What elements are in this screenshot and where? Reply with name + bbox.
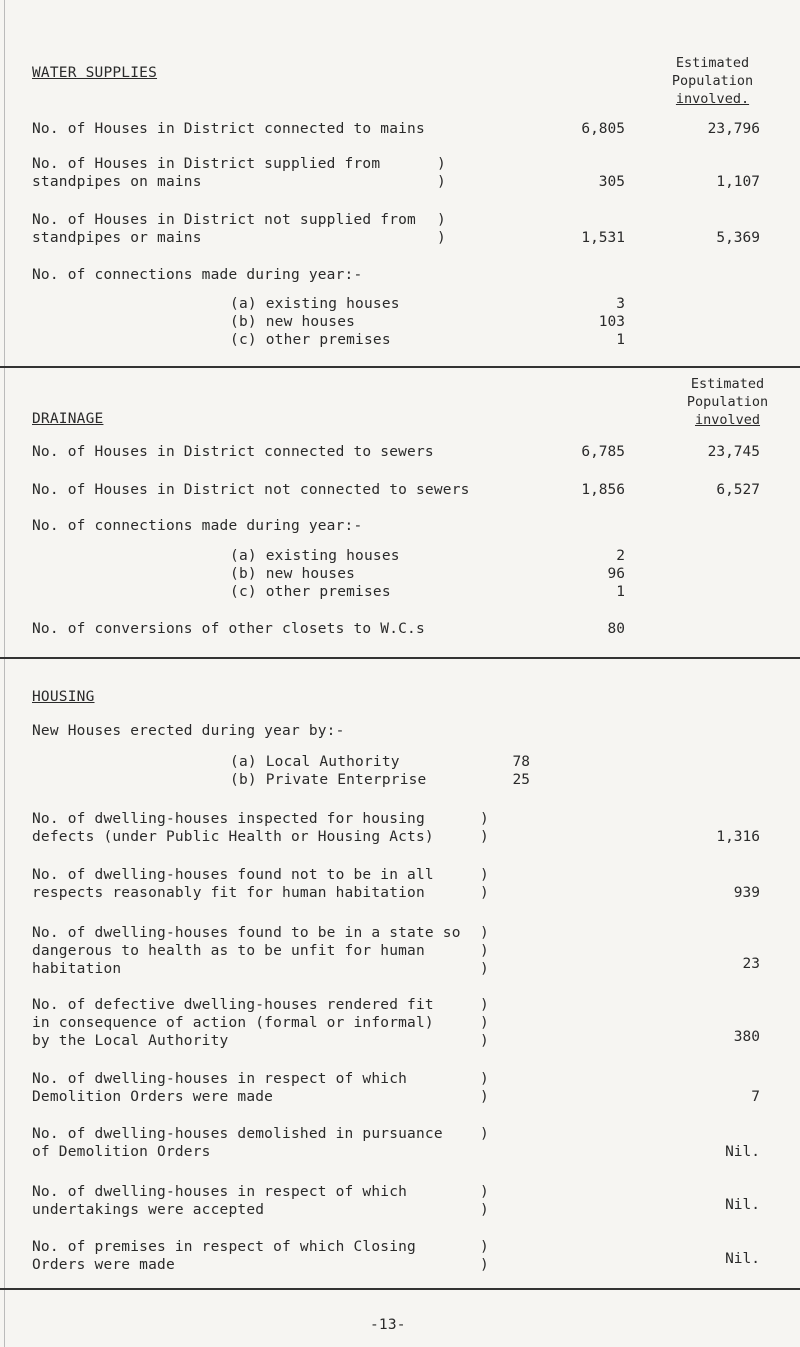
housing-item-3-line-2: dangerous to health as to be unfit for human	[32, 943, 425, 959]
water-row-1-pop: 23,796	[707, 121, 760, 137]
page-edge	[4, 0, 5, 1347]
housing-item-5-line-2: Demolition Orders were made	[32, 1089, 274, 1105]
drainage-connections-label: No. of connections made during year:-	[32, 518, 363, 534]
drainage-conversions-count: 80	[607, 621, 625, 637]
housing-item-7-line-1: No. of dwelling-houses in respect of which	[32, 1184, 408, 1200]
water-conn-c: (c) other premises	[230, 332, 391, 348]
water-conn-b: (b) new houses	[230, 314, 356, 330]
brace: )	[480, 1126, 489, 1142]
water-est-header-3: involved.	[675, 91, 750, 107]
housing-new-b-count: 25	[512, 772, 530, 788]
drainage-conn-b: (b) new houses	[230, 566, 356, 582]
water-conn-a: (a) existing houses	[230, 296, 400, 312]
housing-item-8-line-2: Orders were made	[32, 1257, 175, 1273]
section-divider	[0, 366, 800, 368]
brace: )	[480, 811, 489, 827]
water-est-header-2: Population	[671, 73, 754, 89]
water-row-3-pop: 5,369	[716, 230, 760, 246]
housing-item-5-line-1: No. of dwelling-houses in respect of which	[32, 1071, 408, 1087]
water-conn-a-count: 3	[616, 296, 625, 312]
water-connections-label: No. of connections made during year:-	[32, 267, 363, 283]
housing-new-b: (b) Private Enterprise	[230, 772, 427, 788]
water-row-2-label-2: standpipes on mains	[32, 174, 202, 190]
housing-item-7-line-2: undertakings were accepted	[32, 1202, 265, 1218]
housing-item-4-line-1: No. of defective dwelling-houses rendered fit	[32, 997, 434, 1013]
water-row-1-label: No. of Houses in District connected to mains	[32, 121, 425, 137]
housing-item-6-line-1: No. of dwelling-houses demolished in pursuance	[32, 1126, 443, 1142]
brace: )	[437, 212, 446, 228]
housing-new-houses-label: New Houses erected during year by:-	[32, 723, 345, 739]
housing-item-2-value: 939	[733, 885, 760, 901]
water-row-3-count: 1,531	[581, 230, 625, 246]
housing-item-3-value: 23	[742, 956, 760, 972]
drainage-row-2-count: 1,856	[581, 482, 625, 498]
drainage-heading: DRAINAGE	[32, 411, 104, 427]
drainage-row-1-count: 6,785	[581, 444, 625, 460]
drainage-est-header-2: Population	[686, 394, 769, 410]
housing-item-4-line-2: in consequence of action (formal or informal)	[32, 1015, 434, 1031]
water-row-2-count: 305	[598, 174, 625, 190]
brace: )	[480, 925, 489, 941]
housing-new-a-count: 78	[512, 754, 530, 770]
water-row-2-pop: 1,107	[716, 174, 760, 190]
water-conn-c-count: 1	[616, 332, 625, 348]
brace: )	[480, 1033, 489, 1049]
housing-item-3-line-1: No. of dwelling-houses found to be in a state so	[32, 925, 461, 941]
water-row-2-label-1: No. of Houses in District supplied from	[32, 156, 381, 172]
housing-item-2-line-1: No. of dwelling-houses found not to be in all	[32, 867, 434, 883]
housing-heading: HOUSING	[32, 689, 95, 705]
housing-item-4-value: 380	[733, 1029, 760, 1045]
brace: )	[437, 156, 446, 172]
drainage-row-2-pop: 6,527	[716, 482, 760, 498]
drainage-conversions-label: No. of conversions of other closets to W.C.s	[32, 621, 425, 637]
drainage-conn-a-count: 2	[616, 548, 625, 564]
drainage-row-1-label: No. of Houses in District connected to sewers	[32, 444, 434, 460]
section-divider	[0, 657, 800, 659]
brace: )	[480, 885, 489, 901]
brace: )	[480, 1184, 489, 1200]
housing-item-6-value: Nil.	[725, 1144, 760, 1160]
water-row-1-count: 6,805	[581, 121, 625, 137]
housing-item-5-value: 7	[751, 1089, 760, 1105]
section-divider	[0, 1288, 800, 1290]
housing-new-a: (a) Local Authority	[230, 754, 400, 770]
drainage-row-2-label: No. of Houses in District not connected to sewers	[32, 482, 470, 498]
water-row-3-label-1: No. of Houses in District not supplied from	[32, 212, 416, 228]
water-est-header-1: Estimated	[675, 55, 750, 71]
drainage-conn-c-count: 1	[616, 584, 625, 600]
brace: )	[437, 174, 446, 190]
housing-item-8-value: Nil.	[725, 1251, 760, 1267]
housing-item-7-value: Nil.	[725, 1197, 760, 1213]
brace: )	[480, 1257, 489, 1273]
drainage-row-1-pop: 23,745	[707, 444, 760, 460]
brace: )	[480, 829, 489, 845]
brace: )	[480, 943, 489, 959]
brace: )	[480, 997, 489, 1013]
housing-item-1-value: 1,316	[716, 829, 760, 845]
water-heading: WATER SUPPLIES	[32, 65, 158, 81]
housing-item-8-line-1: No. of premises in respect of which Closing	[32, 1239, 416, 1255]
brace: )	[480, 1015, 489, 1031]
drainage-est-header-1: Estimated	[690, 376, 765, 392]
water-conn-b-count: 103	[598, 314, 625, 330]
drainage-conn-a: (a) existing houses	[230, 548, 400, 564]
brace: )	[480, 1202, 489, 1218]
water-row-3-label-2: standpipes or mains	[32, 230, 202, 246]
housing-item-2-line-2: respects reasonably fit for human habitation	[32, 885, 425, 901]
brace: )	[480, 1089, 489, 1105]
housing-item-4-line-3: by the Local Authority	[32, 1033, 229, 1049]
housing-item-1-line-2: defects (under Public Health or Housing Acts)	[32, 829, 434, 845]
brace: )	[480, 1071, 489, 1087]
brace: )	[480, 867, 489, 883]
brace: )	[480, 1239, 489, 1255]
page-number: -13-	[370, 1317, 406, 1333]
housing-item-3-line-3: habitation	[32, 961, 122, 977]
housing-item-1-line-1: No. of dwelling-houses inspected for housing	[32, 811, 425, 827]
housing-item-6-line-2: of Demolition Orders	[32, 1144, 211, 1160]
brace: )	[437, 230, 446, 246]
drainage-conn-b-count: 96	[607, 566, 625, 582]
drainage-est-header-3: involved	[694, 412, 761, 428]
drainage-conn-c: (c) other premises	[230, 584, 391, 600]
brace: )	[480, 961, 489, 977]
